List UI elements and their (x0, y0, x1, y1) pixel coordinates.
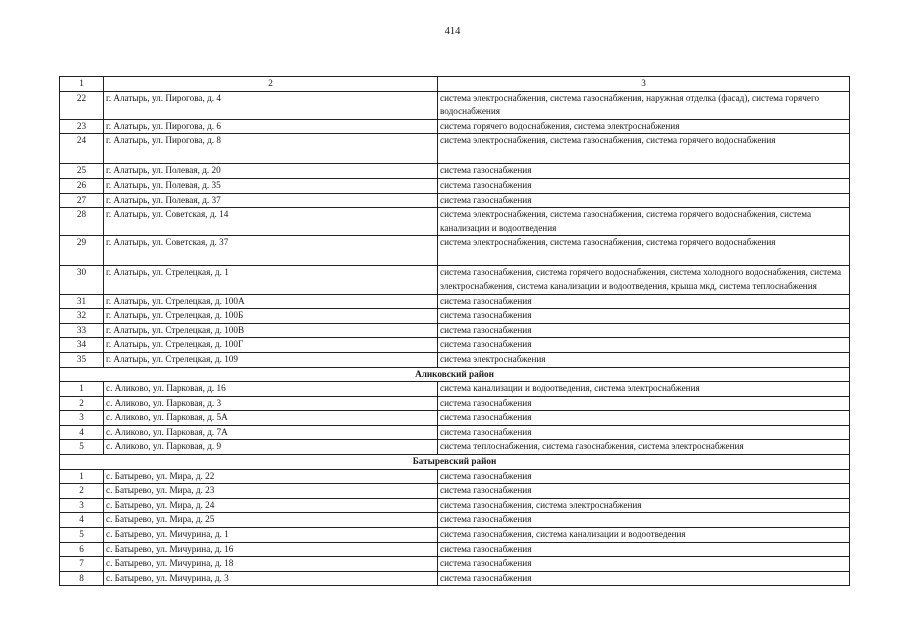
row-number: 2 (60, 484, 104, 499)
column-1-number: 1 (60, 77, 104, 92)
row-number: 28 (60, 208, 104, 236)
systems-cell: система газоснабжения, система горячего водоснабжения, система холодного водоснабжения, система электроснабжения, система канализации и водоотведения, крыша мкд, система теплоснабжения (438, 266, 850, 294)
systems-cell: система электроснабжения, система газоснабжения, система горячего водоснабжения, система канализации и водоотведения (438, 208, 850, 236)
district-name: Батыревский район (60, 455, 850, 470)
address-cell: г. Алатырь, ул. Полевая, д. 35 (104, 178, 438, 193)
row-number: 5 (60, 528, 104, 543)
address-cell: г. Алатырь, ул. Пирогова, д. 6 (104, 119, 438, 134)
row-number: 33 (60, 323, 104, 338)
column-2-number: 2 (104, 77, 438, 92)
table-row (60, 338, 850, 353)
table-row (60, 411, 850, 426)
row-number: 1 (60, 469, 104, 484)
address-cell: с. Аликово, ул. Парковая, д. 7А (104, 425, 438, 440)
address-cell: г. Алатырь, ул. Стрелецкая, д. 100В (104, 323, 438, 338)
row-number: 8 (60, 571, 104, 586)
address-cell: с. Батырево, ул. Мичурина, д. 1 (104, 528, 438, 543)
address-cell: с. Батырево, ул. Мичурина, д. 18 (104, 557, 438, 572)
table-row (60, 528, 850, 543)
address-cell: г. Алатырь, ул. Пирогова, д. 8 (104, 134, 438, 164)
systems-cell: система газоснабжения (438, 164, 850, 179)
table-row (60, 557, 850, 572)
row-number: 26 (60, 178, 104, 193)
table-row (60, 178, 850, 193)
table-row (60, 164, 850, 179)
table-row (60, 498, 850, 513)
address-cell: г. Алатырь, ул. Пирогова, д. 4 (104, 91, 438, 119)
address-cell: с. Батырево, ул. Мира, д. 22 (104, 469, 438, 484)
table-row (60, 193, 850, 208)
row-number: 5 (60, 440, 104, 455)
housing-register-table (59, 76, 850, 586)
systems-cell: система газоснабжения (438, 294, 850, 309)
column-3-number: 3 (438, 77, 850, 92)
table-row (60, 352, 850, 367)
address-cell: с. Аликово, ул. Парковая, д. 9 (104, 440, 438, 455)
systems-cell: система газоснабжения (438, 425, 850, 440)
row-number: 30 (60, 266, 104, 294)
table-row (60, 266, 850, 294)
address-cell: с. Батырево, ул. Мира, д. 23 (104, 484, 438, 499)
row-number: 25 (60, 164, 104, 179)
row-number: 3 (60, 411, 104, 426)
page-number: 414 (444, 26, 461, 37)
table-row (60, 396, 850, 411)
address-cell: с. Аликово, ул. Парковая, д. 3 (104, 396, 438, 411)
table-row (60, 134, 850, 164)
table-row (60, 119, 850, 134)
table-row (60, 236, 850, 266)
table-row (60, 542, 850, 557)
systems-cell: система газоснабжения (438, 193, 850, 208)
address-cell: г. Алатырь, ул. Стрелецкая, д. 100Г (104, 338, 438, 353)
address-cell: с. Батырево, ул. Мира, д. 25 (104, 513, 438, 528)
address-cell: с. Батырево, ул. Мира, д. 24 (104, 498, 438, 513)
systems-cell: система канализации и водоотведения, система электроснабжения (438, 382, 850, 397)
address-cell: г. Алатырь, ул. Стрелецкая, д. 100Б (104, 309, 438, 324)
district-name: Аликовский район (60, 367, 850, 382)
address-cell: г. Алатырь, ул. Стрелецкая, д. 100А (104, 294, 438, 309)
table-row (60, 513, 850, 528)
address-cell: г. Алатырь, ул. Стрелецкая, д. 1 (104, 266, 438, 294)
row-number: 29 (60, 236, 104, 266)
systems-cell: система газоснабжения (438, 469, 850, 484)
row-number: 22 (60, 91, 104, 119)
section-header-row (60, 367, 850, 382)
table-row (60, 425, 850, 440)
table-row (60, 208, 850, 236)
address-cell: г. Алатырь, ул. Советская, д. 14 (104, 208, 438, 236)
systems-cell: система электроснабжения, система газоснабжения, наружная отделка (фасад), система горячего водоснабжения (438, 91, 850, 119)
row-number: 31 (60, 294, 104, 309)
row-number: 1 (60, 382, 104, 397)
table-row (60, 91, 850, 119)
table-row (60, 440, 850, 455)
row-number: 34 (60, 338, 104, 353)
table-row (60, 294, 850, 309)
systems-cell: система горячего водоснабжения, система электроснабжения (438, 119, 850, 134)
column-number-row (60, 77, 850, 92)
row-number: 27 (60, 193, 104, 208)
systems-cell: система газоснабжения, система электроснабжения (438, 498, 850, 513)
row-number: 4 (60, 513, 104, 528)
row-number: 24 (60, 134, 104, 164)
table-row (60, 571, 850, 586)
systems-cell: система газоснабжения (438, 484, 850, 499)
systems-cell: система газоснабжения (438, 338, 850, 353)
systems-cell: система газоснабжения (438, 323, 850, 338)
systems-cell: система газоснабжения (438, 542, 850, 557)
section-header-row (60, 455, 850, 470)
systems-cell: система газоснабжения (438, 411, 850, 426)
address-cell: с. Аликово, ул. Парковая, д. 5А (104, 411, 438, 426)
table-row (60, 469, 850, 484)
address-cell: с. Батырево, ул. Мичурина, д. 3 (104, 571, 438, 586)
address-cell: г. Алатырь, ул. Полевая, д. 37 (104, 193, 438, 208)
address-cell: г. Алатырь, ул. Полевая, д. 20 (104, 164, 438, 179)
systems-cell: система газоснабжения (438, 396, 850, 411)
systems-cell: система газоснабжения (438, 557, 850, 572)
systems-cell: система электроснабжения (438, 352, 850, 367)
row-number: 7 (60, 557, 104, 572)
row-number: 32 (60, 309, 104, 324)
table-row (60, 323, 850, 338)
table-row (60, 382, 850, 397)
row-number: 35 (60, 352, 104, 367)
systems-cell: система газоснабжения (438, 178, 850, 193)
systems-cell: система теплоснабжения, система газоснабжения, система электроснабжения (438, 440, 850, 455)
systems-cell: система газоснабжения (438, 513, 850, 528)
address-cell: г. Алатырь, ул. Стрелецкая, д. 109 (104, 352, 438, 367)
systems-cell: система газоснабжения (438, 309, 850, 324)
row-number: 2 (60, 396, 104, 411)
table-row (60, 484, 850, 499)
row-number: 3 (60, 498, 104, 513)
address-cell: с. Аликово, ул. Парковая, д. 16 (104, 382, 438, 397)
table-body (60, 91, 850, 586)
row-number: 23 (60, 119, 104, 134)
address-cell: с. Батырево, ул. Мичурина, д. 16 (104, 542, 438, 557)
table-row (60, 309, 850, 324)
systems-cell: система электроснабжения, система газоснабжения, система горячего водоснабжения (438, 134, 850, 164)
systems-cell: система электроснабжения, система газоснабжения, система горячего водоснабжения (438, 236, 850, 266)
address-cell: г. Алатырь, ул. Советская, д. 37 (104, 236, 438, 266)
row-number: 6 (60, 542, 104, 557)
systems-cell: система газоснабжения (438, 571, 850, 586)
systems-cell: система газоснабжения, система канализации и водоотведения (438, 528, 850, 543)
row-number: 4 (60, 425, 104, 440)
